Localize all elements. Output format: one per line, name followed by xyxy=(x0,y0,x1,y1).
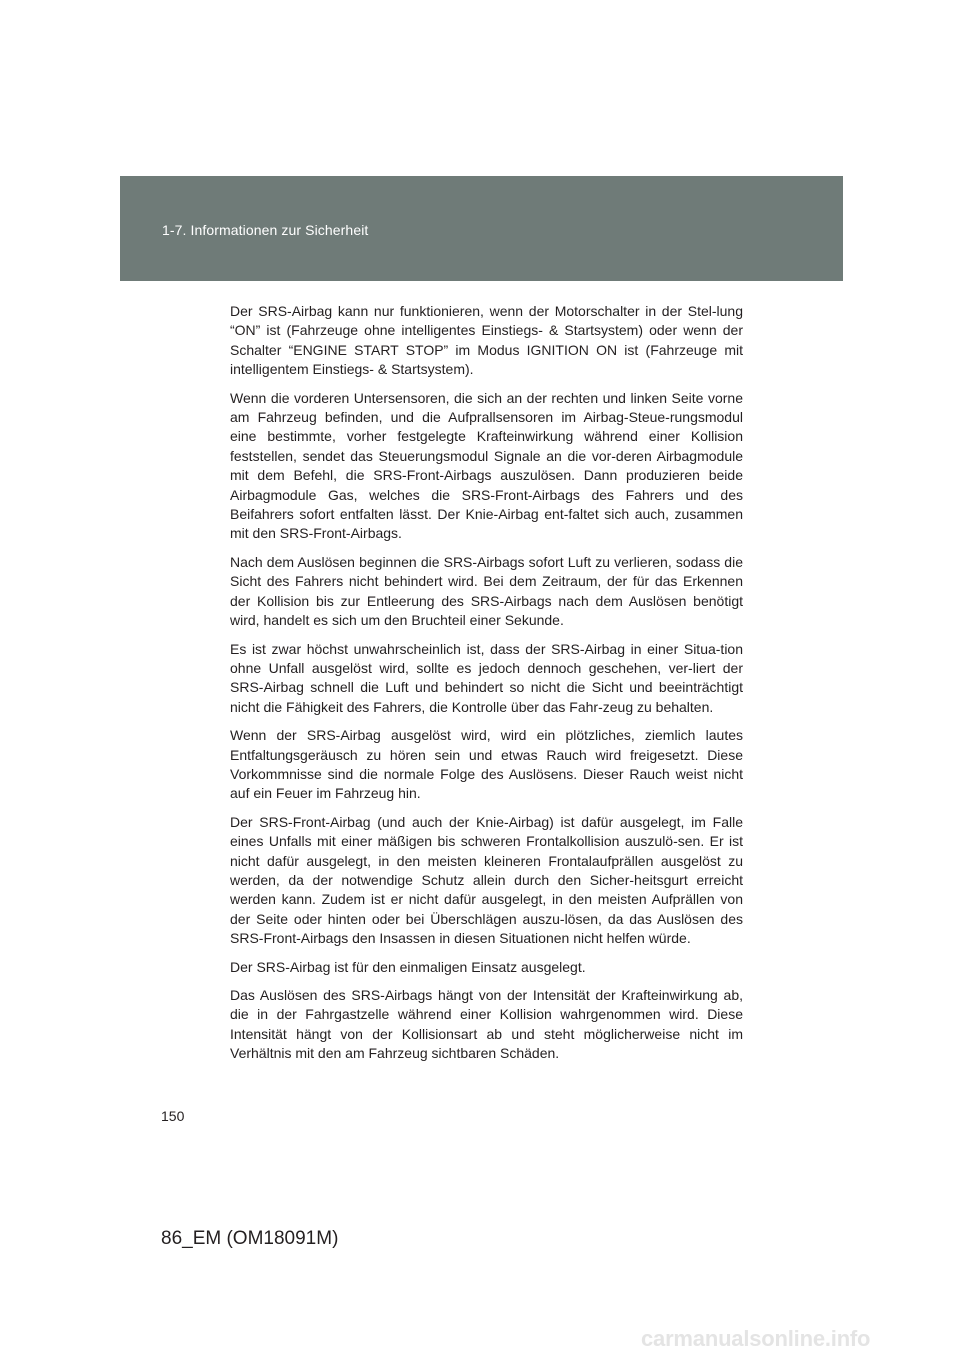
paragraph: Das Auslösen des SRS-Airbags hängt von der Intensität der Krafteinwirkung ab, die in der Fahrgastzelle während einer Kollision wahrgenommen wird. Diese Intensität hängt von der Kollisionsart ab und steht möglicherweise nicht im Verhältnis mit den am Fahrzeug sichtbaren Schäden. xyxy=(230,987,743,1062)
section-header-band xyxy=(120,176,843,281)
watermark: carmanualsonline.info xyxy=(641,1326,871,1351)
paragraph: Der SRS-Airbag ist für den einmaligen Einsatz ausgelegt. xyxy=(230,958,586,975)
page-number: 150 xyxy=(161,1108,185,1124)
paragraph: Wenn die vorderen Untersensoren, die sich an der rechten und linken Seite vorne am Fahrzeug befinden, und die Aufprallsensoren im Airbag-Steue-rungsmodul eine bestimmte, vorher festgelegte Krafteinwirkung während einer Kollision feststellen, sendet das Steuerungsmodul Signale an die vor-deren Airbagmodule mit dem Befehl, die SRS-Front-Airbags auszulösen. Dann produzieren beide Airbagmodule Gas, welches die SRS-Front-Airbags des Fahrers und des Beifahrers sofort entfalten lässt. Der Knie-Airbag ent-faltet sich auch, zusammen mit den SRS-Front-Airbags. xyxy=(230,389,743,542)
document-code: 86_EM (OM18091M) xyxy=(161,1228,339,1249)
section-title: 1-7. Informationen zur Sicherheit xyxy=(162,222,369,238)
paragraph: Der SRS-Airbag kann nur funktionieren, wenn der Motorschalter in der Stel-lung “ON” ist (Fahrzeuge ohne intelligentes Einstiegs- & Startsystem) oder wenn der Schalter “ENGINE START STOP” im Modus IGNITION ON ist (Fahrzeuge mit intelligentem Einstiegs- & Startsystem). xyxy=(230,303,743,378)
paragraph: Der SRS-Front-Airbag (und auch der Knie-Airbag) ist dafür ausgelegt, im Falle eines Unfalls mit einer mäßigen bis schweren Frontalkollision auszulö-sen. Er ist nicht dafür ausgelegt, in den meisten kleineren Frontalaufprällen ausgelöst zu werden, da der notwendige Schutz allein durch den Sicher-heitsgurt erreicht werden kann. Zudem ist er nicht dafür ausgelegt, in den meisten Aufprällen von der Seite oder hinten oder bei Überschlägen auszu-lösen, da das Auslösen des SRS-Front-Airbags den Insassen in diesen Situationen nicht helfen würde. xyxy=(230,813,743,947)
paragraph: Nach dem Auslösen beginnen die SRS-Airbags sofort Luft zu verlieren, sodass die Sicht des Fahrers nicht behindert wird. Bei dem Zeitraum, der für das Erkennen der Kollision bis zur Entleerung des SRS-Airbags nach dem Auslösen benötigt wird, handelt es sich um den Bruchteil einer Sekunde. xyxy=(230,553,743,629)
body-text xyxy=(230,302,743,1073)
paragraph: Es ist zwar höchst unwahrscheinlich ist, dass der SRS-Airbag in einer Situa-tion ohne Unfall ausgelöst wird, sollte es jedoch dennoch geschehen, ver-liert der SRS-Airbag schnell die Luft und behindert so nicht die Sicht und beeinträchtigt nicht die Fähigkeit des Fahrers, die Kontrolle über das Fahr-zeug zu behalten. xyxy=(230,640,743,715)
paragraph: Wenn der SRS-Airbag ausgelöst wird, wird ein plötzliches, ziemlich lautes Entfaltungsgeräusch zu hören sein und etwas Rauch wird freigesetzt. Diese Vorkommnisse sind die normale Folge des Auslösens. Dieser Rauch weist nicht auf ein Feuer im Fahrzeug hin. xyxy=(230,727,743,802)
